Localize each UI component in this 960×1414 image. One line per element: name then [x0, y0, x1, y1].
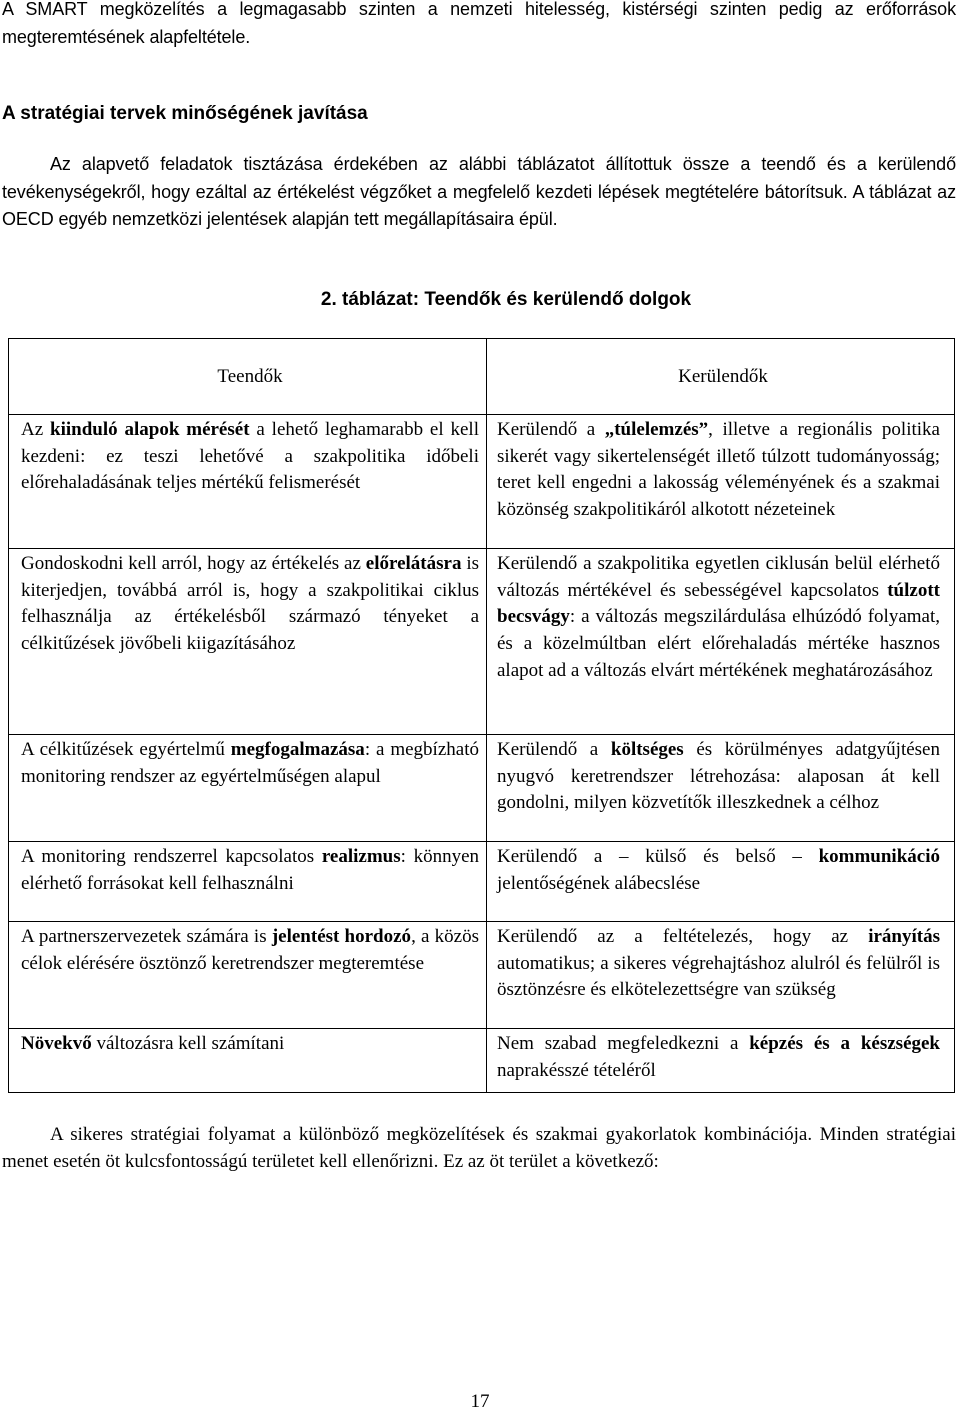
cell-text: A célkitűzések egyértelmű — [21, 739, 231, 760]
cell-text: : könnyen elérhető forrásokat kell felhasználni — [21, 846, 479, 894]
cell-teendo — [9, 1029, 487, 1093]
cell-text: , illetve a regionális politika sikerét vagy sikertelenségét illető túlzott tudományosság; teret kell engedni a lakosság véleményének és a szakmai közönség szakpolitikáról alkotott nézeteinek — [497, 419, 940, 521]
cell-teendo — [9, 415, 487, 549]
cell-text: , a közös célok elérésére ösztönző keretrendszer megteremtése — [21, 926, 479, 974]
table-row — [9, 415, 955, 549]
table-row — [9, 842, 955, 922]
cell-text: Kerülendő a – külső és belső – — [497, 846, 819, 867]
bold-text: megfogalmazása — [230, 739, 365, 760]
cell-kerulendo — [487, 549, 955, 735]
cell-text: : a változás megszilárdulása elhúzódó folyamat, és a közelmúltban elért előrehaladás mértéke hasznos alapot ad a változás elvárt mértékének meghatározásához — [497, 606, 940, 681]
cell-teendo — [9, 922, 487, 1029]
closing-paragraph: A sikeres stratégiai folyamat a különböző megközelítések és szakmai gyakorlatok kombinációja. Minden stratégiai menet esetén öt kulcsfontosságú területet kell ellenőrizni. Ez az öt terület a következő: — [2, 1124, 956, 1172]
cell-text: Kerülendő a — [497, 419, 605, 440]
cell-text: Az — [21, 419, 51, 440]
cell-text: Kerülendő a szakpolitika egyetlen ciklusán belül elérhető változás mértékével és sebességével kapcsolatos — [497, 553, 940, 601]
cell-text: Gondoskodni kell arról, hogy az értékelés az — [21, 553, 366, 574]
table-row — [9, 922, 955, 1029]
cell-kerulendo — [487, 415, 955, 549]
top-paragraph: A SMART megközelítés a legmagasabb szinten a nemzeti hitelesség, kistérségi szinten pedig az erőforrások megteremtésének alapfeltétele. — [2, 0, 956, 47]
table-row — [9, 1029, 955, 1093]
cell-text: Nem szabad megfeledkezni a — [497, 1033, 750, 1054]
cell-text: Kerülendő a — [497, 739, 611, 760]
table-row — [9, 735, 955, 842]
bold-text: túlzott becsvágy — [497, 579, 940, 628]
bold-text: képzés és a készségek — [749, 1033, 940, 1054]
cell-text: változásra kell számítani — [91, 1033, 285, 1054]
bold-text: kiinduló alapok mérését — [50, 419, 250, 440]
header-teendok: Teendők — [9, 339, 487, 415]
cell-text: és körülményes adatgyűjtésen nyugvó keretrendszer létrehozása: alaposan át kell gondolni, milyen közvetítők illeszkednek a célhoz — [497, 739, 940, 814]
table-row — [9, 549, 955, 735]
cell-text: : a megbízható monitoring rendszer az egyértelműségen alapul — [21, 739, 479, 787]
table-header-row — [9, 339, 955, 415]
header-kerulendok: Kerülendők — [487, 339, 955, 415]
bold-text: Növekvő — [21, 1033, 92, 1054]
cell-kerulendo — [487, 922, 955, 1029]
section-heading: A stratégiai tervek minőségének javítása — [2, 103, 368, 124]
page-number: 17 — [470, 1391, 490, 1412]
bold-text: kommunikáció — [818, 846, 940, 867]
cell-text: automatikus; a sikeres végrehajtáshoz alulról és felülről is ösztönzésre és elkötelezettségre van szükség — [497, 952, 940, 1001]
cell-text: a lehető leghamarabb el kell kezdeni: ez teszi lehetővé a szakpolitika időbeli előrehaladásának teljes mértékű felismerését — [21, 419, 479, 494]
cell-teendo — [9, 549, 487, 735]
table-caption: 2. táblázat: Teendők és kerülendő dolgok — [320, 289, 692, 310]
cell-kerulendo — [487, 842, 955, 922]
cell-teendo — [9, 735, 487, 842]
bold-text: „túlelemzés” — [604, 419, 709, 440]
cell-text: jelentőségének alábecslése — [497, 872, 701, 894]
bold-text: előrelátásra — [365, 553, 462, 574]
intro-paragraph: Az alapvető feladatok tisztázása érdekében az alábbi táblázatot állítottuk össze a teendő és a kerülendő tevékenységekről, hogy ezáltal az értékelést végzőket a megfelelő kezdeti lépések megtételére bátorítsuk. A táblázat az OECD egyéb nemzetközi jelentések alapján tett megállapításaira épül. — [2, 154, 956, 229]
bold-text: irányítás — [868, 926, 940, 947]
cell-teendo — [9, 842, 487, 922]
bold-text: realizmus — [321, 846, 401, 867]
cell-kerulendo — [487, 1029, 955, 1093]
cell-kerulendo — [487, 735, 955, 842]
bold-text: költséges — [610, 739, 684, 760]
cell-text: Kerülendő az a feltételezés, hogy az — [497, 926, 869, 947]
cell-text: A monitoring rendszerrel kapcsolatos — [21, 846, 322, 867]
cell-text: naprakésszé tételéről — [497, 1059, 656, 1081]
bold-text: jelentést hordozó — [271, 926, 412, 947]
cell-text: is kiterjedjen, továbbá arról is, hogy a szakpolitikai ciklus felhasználja az értékelésből származó tényeket a célkitűzések jövőbeli kiigazításához — [21, 553, 479, 655]
cell-text: A partnerszervezetek számára is — [21, 926, 272, 947]
todo-avoid-table — [8, 338, 955, 1093]
